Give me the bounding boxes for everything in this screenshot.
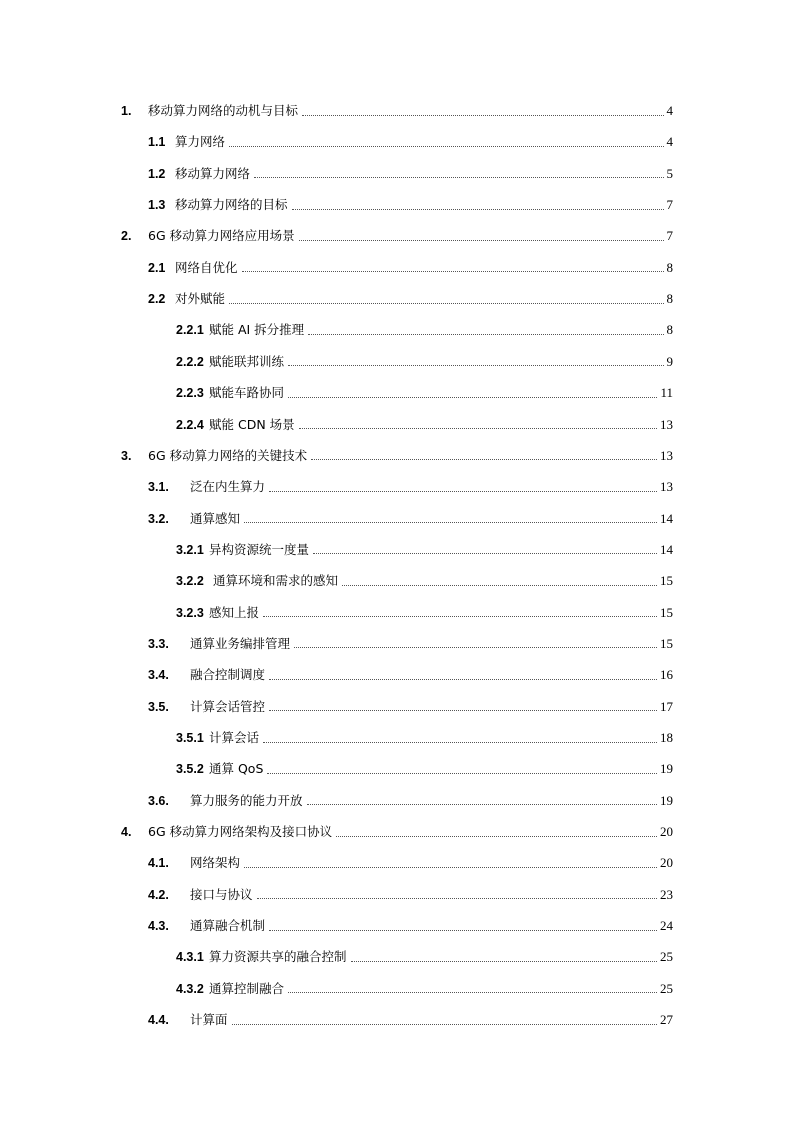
toc-entry[interactable] — [0, 885, 794, 905]
toc-entry-number: 3.2.3 — [176, 605, 204, 620]
toc-entry[interactable] — [0, 352, 794, 372]
toc-entry-number: 3.2.2 — [176, 574, 204, 589]
dot-leader — [269, 930, 657, 931]
toc-entry-page-number: 14 — [660, 510, 673, 526]
dot-leader — [288, 397, 657, 398]
toc-entry-number: 1.2 — [148, 166, 166, 181]
toc-entry-number: 4. — [121, 825, 132, 840]
toc-entry-title: 赋能 AI 拆分推理 — [209, 322, 305, 338]
dot-leader — [313, 553, 657, 554]
toc-entry-page-number: 13 — [660, 479, 673, 495]
dot-leader — [269, 710, 657, 711]
toc-entry-number: 4.2. — [148, 887, 169, 902]
toc-entry-number: 3.2.1 — [176, 542, 204, 557]
toc-entry-title: 通算融合机制 — [190, 918, 266, 934]
toc-entry-title: 计算会话管控 — [190, 698, 266, 714]
toc-entry-page-number: 19 — [660, 761, 673, 777]
toc-entry-number: 1.3 — [148, 198, 166, 213]
toc-entry-title: 感知上报 — [209, 604, 260, 620]
toc-entry[interactable] — [0, 132, 794, 152]
toc-entry-number: 2.2.2 — [176, 354, 204, 369]
toc-entry-title: 通算感知 — [190, 510, 241, 526]
toc-entry-number: 2.2.1 — [176, 323, 204, 338]
toc-entry-page-number: 15 — [660, 604, 673, 620]
dot-leader — [311, 459, 657, 460]
toc-entry-number: 4.4. — [148, 1013, 169, 1028]
toc-entry-page-number: 27 — [660, 1012, 673, 1028]
toc-entry-page-number: 17 — [660, 698, 673, 714]
toc-entry[interactable] — [0, 759, 794, 779]
toc-entry-number: 2. — [121, 229, 132, 244]
toc-entry-page-number: 16 — [660, 667, 673, 683]
dot-leader — [229, 146, 663, 147]
toc-entry[interactable] — [0, 226, 794, 246]
toc-entry-page-number: 14 — [660, 541, 673, 557]
toc-entry-number: 4.1. — [148, 856, 169, 871]
toc-entry-page-number: 7 — [666, 197, 673, 213]
toc-entry-title: 6G 移动算力网络应用场景 — [148, 228, 295, 244]
toc-entry[interactable] — [0, 571, 794, 591]
toc-entry-page-number: 15 — [660, 635, 673, 651]
toc-entry-title: 泛在内生算力 — [190, 479, 266, 495]
dot-leader — [292, 209, 664, 210]
toc-entry-title: 计算面 — [190, 1012, 228, 1028]
toc-entry-number: 3.4. — [148, 668, 169, 683]
toc-entry-number: 2.1 — [148, 260, 166, 275]
toc-entry-title: 移动算力网络 — [175, 165, 251, 181]
toc-entry-title: 算力服务的能力开放 — [190, 792, 303, 808]
toc-entry-title: 通算控制融合 — [209, 980, 285, 996]
toc-entry-page-number: 19 — [660, 792, 673, 808]
toc-entry-title: 算力资源共享的融合控制 — [209, 949, 347, 965]
toc-entry-page-number: 20 — [660, 855, 673, 871]
toc-entry-title: 通算 QoS — [209, 761, 264, 777]
toc-entry-title: 移动算力网络的目标 — [175, 197, 288, 213]
toc-entry-number: 3.3. — [148, 636, 169, 651]
toc-entry-number: 4.3.1 — [176, 950, 204, 965]
toc-entry-page-number: 15 — [660, 573, 673, 589]
toc-entry-number: 3.5.1 — [176, 731, 204, 745]
toc-entry-page-number: 8 — [666, 322, 673, 338]
toc-entry-page-number: 8 — [666, 291, 673, 307]
toc-entry-title: 通算业务编排管理 — [190, 635, 291, 651]
toc-entry-number: 1. — [121, 104, 132, 118]
toc-entry-number: 2.2.4 — [176, 417, 204, 432]
dot-leader — [242, 271, 664, 272]
dot-leader — [299, 240, 664, 241]
toc-entry-number: 2.2.3 — [176, 386, 204, 401]
toc-entry-number: 3. — [121, 448, 132, 463]
toc-entry[interactable] — [0, 979, 794, 999]
toc-entry-number: 3.2. — [148, 511, 169, 526]
toc-entry-number: 3.1. — [148, 480, 169, 495]
toc-entry[interactable] — [0, 446, 794, 466]
toc-entry-title: 通算环境和需求的感知 — [213, 573, 339, 589]
toc-entry[interactable] — [0, 728, 794, 748]
toc-entry-title: 网络自优化 — [175, 259, 238, 275]
toc-entry-title: 赋能 CDN 场景 — [209, 416, 295, 432]
toc-entry-page-number: 23 — [660, 886, 673, 902]
toc-entry-page-number: 8 — [666, 259, 673, 275]
dot-leader — [302, 115, 663, 116]
toc-entry-title: 赋能车路协同 — [209, 385, 285, 401]
toc-entry[interactable] — [0, 540, 794, 560]
toc-entry-title: 融合控制调度 — [190, 667, 266, 683]
dot-leader — [263, 616, 657, 617]
toc-entry[interactable] — [0, 853, 794, 873]
toc-entry[interactable] — [0, 320, 794, 340]
toc-entry-page-number: 25 — [660, 980, 673, 996]
toc-entry-number: 1.1 — [148, 135, 166, 150]
toc-entry-title: 接口与协议 — [190, 886, 253, 902]
toc-entry-page-number: 4 — [666, 134, 673, 150]
toc-entry-page-number: 25 — [660, 949, 673, 965]
toc-entry-title: 计算会话 — [209, 730, 260, 745]
toc-entry-title: 赋能联邦训练 — [209, 353, 285, 369]
toc-entry[interactable] — [0, 477, 794, 497]
toc-entry[interactable] — [0, 916, 794, 936]
toc-entry[interactable] — [0, 603, 794, 623]
toc-entry[interactable] — [0, 509, 794, 529]
dot-leader — [336, 836, 657, 837]
toc-entry-page-number: 13 — [660, 447, 673, 463]
toc-entry[interactable] — [0, 1010, 794, 1030]
dot-leader — [244, 867, 657, 868]
toc-entry-number: 3.5.2 — [176, 762, 204, 777]
toc-entry[interactable] — [0, 415, 794, 435]
toc-entry[interactable] — [0, 289, 794, 309]
toc-entry-number: 2.2 — [148, 292, 166, 307]
toc-entry[interactable] — [0, 665, 794, 685]
dot-leader — [342, 585, 657, 586]
dot-leader — [269, 491, 657, 492]
toc-entry[interactable] — [0, 383, 794, 403]
toc-entry-title: 对外赋能 — [175, 291, 226, 307]
toc-entry-page-number: 11 — [660, 385, 673, 401]
toc-entry-number: 3.6. — [148, 793, 169, 808]
dot-leader — [263, 742, 657, 743]
toc-entry-title: 网络架构 — [190, 855, 241, 871]
dot-leader — [232, 1024, 657, 1025]
toc-entry-page-number: 9 — [666, 353, 673, 369]
dot-leader — [307, 804, 657, 805]
toc-entry-page-number: 4 — [666, 103, 673, 118]
toc-entry-title: 移动算力网络的动机与目标 — [148, 103, 299, 118]
dot-leader — [257, 898, 657, 899]
dot-leader — [288, 992, 657, 993]
toc-entry-number: 4.3.2 — [176, 981, 204, 996]
toc-entry-page-number: 7 — [666, 228, 673, 244]
toc-entry-page-number: 20 — [660, 824, 673, 840]
toc-entry-title: 6G 移动算力网络架构及接口协议 — [148, 824, 333, 840]
toc-entry[interactable] — [0, 822, 794, 842]
toc-entry-number: 3.5. — [148, 699, 169, 714]
toc-entry-page-number: 18 — [660, 730, 673, 745]
dot-leader — [267, 773, 657, 774]
dot-leader — [288, 365, 663, 366]
toc-entry[interactable] — [0, 791, 794, 811]
toc-entry-page-number: 24 — [660, 918, 673, 934]
dot-leader — [351, 961, 657, 962]
dot-leader — [294, 647, 657, 648]
toc-entry[interactable] — [0, 164, 794, 184]
dot-leader — [229, 303, 663, 304]
toc-entry[interactable] — [0, 697, 794, 717]
dot-leader — [269, 679, 657, 680]
dot-leader — [299, 428, 657, 429]
toc-entry-title: 异构资源统一度量 — [209, 541, 310, 557]
toc-entry[interactable] — [0, 195, 794, 215]
toc-entry-title: 6G 移动算力网络的关键技术 — [148, 447, 308, 463]
toc-entry[interactable] — [0, 258, 794, 278]
toc-entry[interactable] — [0, 634, 794, 654]
dot-leader — [244, 522, 657, 523]
toc-entry-number: 4.3. — [148, 919, 169, 934]
toc-entry[interactable] — [0, 101, 794, 121]
toc-entry-page-number: 5 — [666, 165, 673, 181]
toc-entry-title: 算力网络 — [175, 134, 226, 150]
toc-entry[interactable] — [0, 947, 794, 967]
dot-leader — [308, 334, 663, 335]
dot-leader — [254, 177, 663, 178]
toc-entry-page-number: 13 — [660, 416, 673, 432]
